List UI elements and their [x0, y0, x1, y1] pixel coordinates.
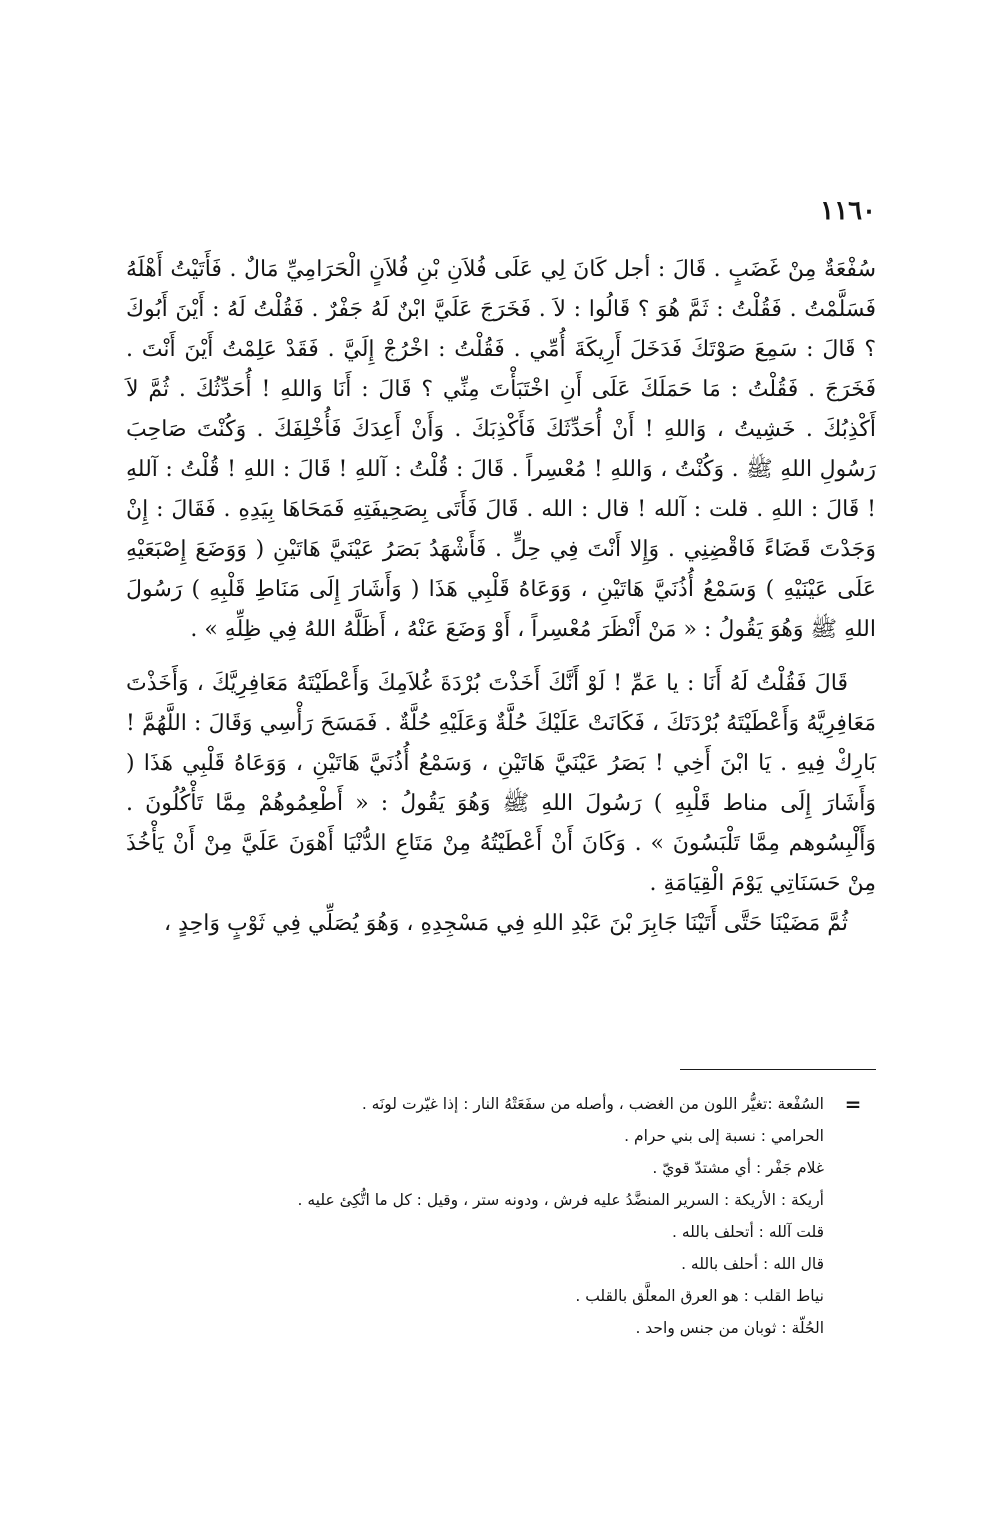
paragraph-2: قَالَ فَقُلْتُ لَهُ أَنَا : يا عَمِّ ! لَوْ أَنَّكَ أَخَذْتَ بُرْدَةَ غُلاَمِكَ وَأَعْطَيْتَهُ مَعَافِرِيَّكَ ، وَأَخَذْتَ مَعَافِرِيَّهُ وَأَعْطَيْتَهُ بُرْدَتَكَ ، فَكَانَتْ عَلَيْكَ حُلَّةٌ وَعَلَيْهِ حُلَّةٌ . فَمَسَحَ رَأْسِي وَقَالَ : اللَّهُمَّ ! بَارِكْ فِيهِ . يَا ابْنَ أَخِي ! بَصَرُ عَيْنَيَّ هَاتَيْنِ ، وَسَمْعُ أُذُنَيَّ هَاتَيْنِ ، وَوَعَاهُ قَلْبِي هَذَا ( وَأَشَارَ إِلَى مناط قَلْبِهِ ) رَسُولَ اللهِ ﷺ وَهُوَ يَقُولُ : « أَطْعِمُوهُمْ مِمَّا تَأْكُلُونَ . وَأَلْبِسُوهم مِمَّا تَلْبَسُونَ » . وَكَانَ أَنْ أَعْطَيْتُهُ مِنْ مَتَاعِ الدُّنْيَا أَهْوَنَ عَلَيَّ مِنْ أَنْ يَأْخُذَ مِنْ حَسَنَاتِي يَوْمَ الْقِيَامَةِ . — [126, 671, 876, 896]
paragraph-1: سُفْعَةٌ مِنْ غَضَبٍ . قَالَ : أجل كَانَ لِي عَلَى فُلاَنِ بْنِ فُلاَنٍ الْحَرَامِيِّ مَالٌ . فَأَتَيْتُ أَهْلَهُ فَسَلَّمْتُ . فَقُلْتُ : ثَمَّ هُوَ ؟ قَالُوا : لاَ . فَخَرَجَ عَلَيَّ ابْنٌ لَهُ جَفْرٌ . فَقُلْتُ لَهُ : أَيْنَ أَبُوكَ ؟ قَالَ : سَمِعَ صَوْتَكَ فَدَخَلَ أَرِيكَةَ أُمِّي . فَقُلْتُ : اخْرُجْ إِلَيَّ . فَقَدْ عَلِمْتُ أَيْنَ أَنْتَ . فَخَرَجَ . فَقُلْتُ : مَا حَمَلَكَ عَلَى أَنِ اخْتَبَأْتَ مِنِّي ؟ قَالَ : أَنَا وَاللهِ ! أُحَدِّثُكَ . ثُمَّ لاَ أَكْذِبُكَ . خَشِيتُ ، وَاللهِ ! أَنْ أُحَدِّثَكَ فَأَكْذِبَكَ . وَأَنْ أَعِدَكَ فَأُخْلِفَكَ . وَكُنْتَ صَاحِبَ رَسُولِ اللهِ ﷺ . وَكُنْتُ ، وَاللهِ ! مُعْسِراً . قَالَ : قُلْتُ : آللهِ ! قَالَ : اللهِ ! قُلْتُ : آللهِ ! قَالَ : اللهِ . قلت : آلله ! قال : الله . قَالَ فَأَتَى بِصَحِيفَتِهِ فَمَحَاهَا بِيَدِهِ . فَقَالَ : إِنْ وَجَدْتَ قَضَاءً فَاقْضِنِي . وَإِلا أَنْتَ فِي حِلٍّ . فَأَشْهَدُ بَصَرُ عَيْنَيَّ هَاتَيْنِ ( وَوَضَعَ إِصْبَعَيْهِ عَلَى عَيْنَيْهِ ) وَسَمْعُ أُذُنَيَّ هَاتَيْنِ ، وَوَعَاهُ قَلْبِي هَذَا ( وَأَشَارَ إِلَى مَنَاطِ قَلْبِهِ ) رَسُولَ اللهِ ﷺ وَهُوَ يَقُولُ : « مَنْ أَنْظَرَ مُعْسِراً ، أَوْ وَضَعَ عَنْهُ ، أَظَلَّهُ اللهُ فِي ظِلِّهِ » . — [126, 257, 876, 642]
footnote-item: قال الله : أحلف بالله . — [681, 1255, 824, 1273]
main-text — [126, 250, 876, 944]
footnote-item: قلت آلله : أتحلف بالله . — [671, 1223, 824, 1241]
footnote-item: الحرامي : نسبة إلى بني حرام . — [624, 1127, 824, 1145]
footnote-item: نياط القلب : هو العرق المعلَّق بالقلب . — [575, 1287, 824, 1305]
continuation-mark: = — [844, 1092, 862, 1116]
footnotes — [126, 1088, 824, 1344]
page-number: ١١٦٠ — [820, 196, 876, 226]
footnote-item: أريكة : الأريكة : السرير المنضَّدُ عليه فرش ، ودونه ستر ، وقيل : كل ما اتُّكِئ عليه . — [297, 1191, 824, 1209]
footnote-item: الحُلّة : ثوبان من جنس واحد . — [635, 1319, 824, 1337]
footnote-item: غلام جَفْر : أي مشتدّ قويّ . — [652, 1159, 824, 1177]
footnote-separator — [680, 1069, 876, 1070]
footnote-item: السُفْعة :تغيُّر اللون من الغضب ، وأصله من سفَعَتْهُ النار : إذا غيّرت لونَه . — [361, 1095, 824, 1113]
paragraph-3: ثُمَّ مَضَيْنَا حَتَّى أَتَيْنَا جَابِرَ بْنَ عَبْدِ اللهِ فِي مَسْجِدِهِ ، وَهُوَ يُصَلِّي فِي ثَوْبٍ وَاحِدٍ ، — [163, 911, 848, 936]
